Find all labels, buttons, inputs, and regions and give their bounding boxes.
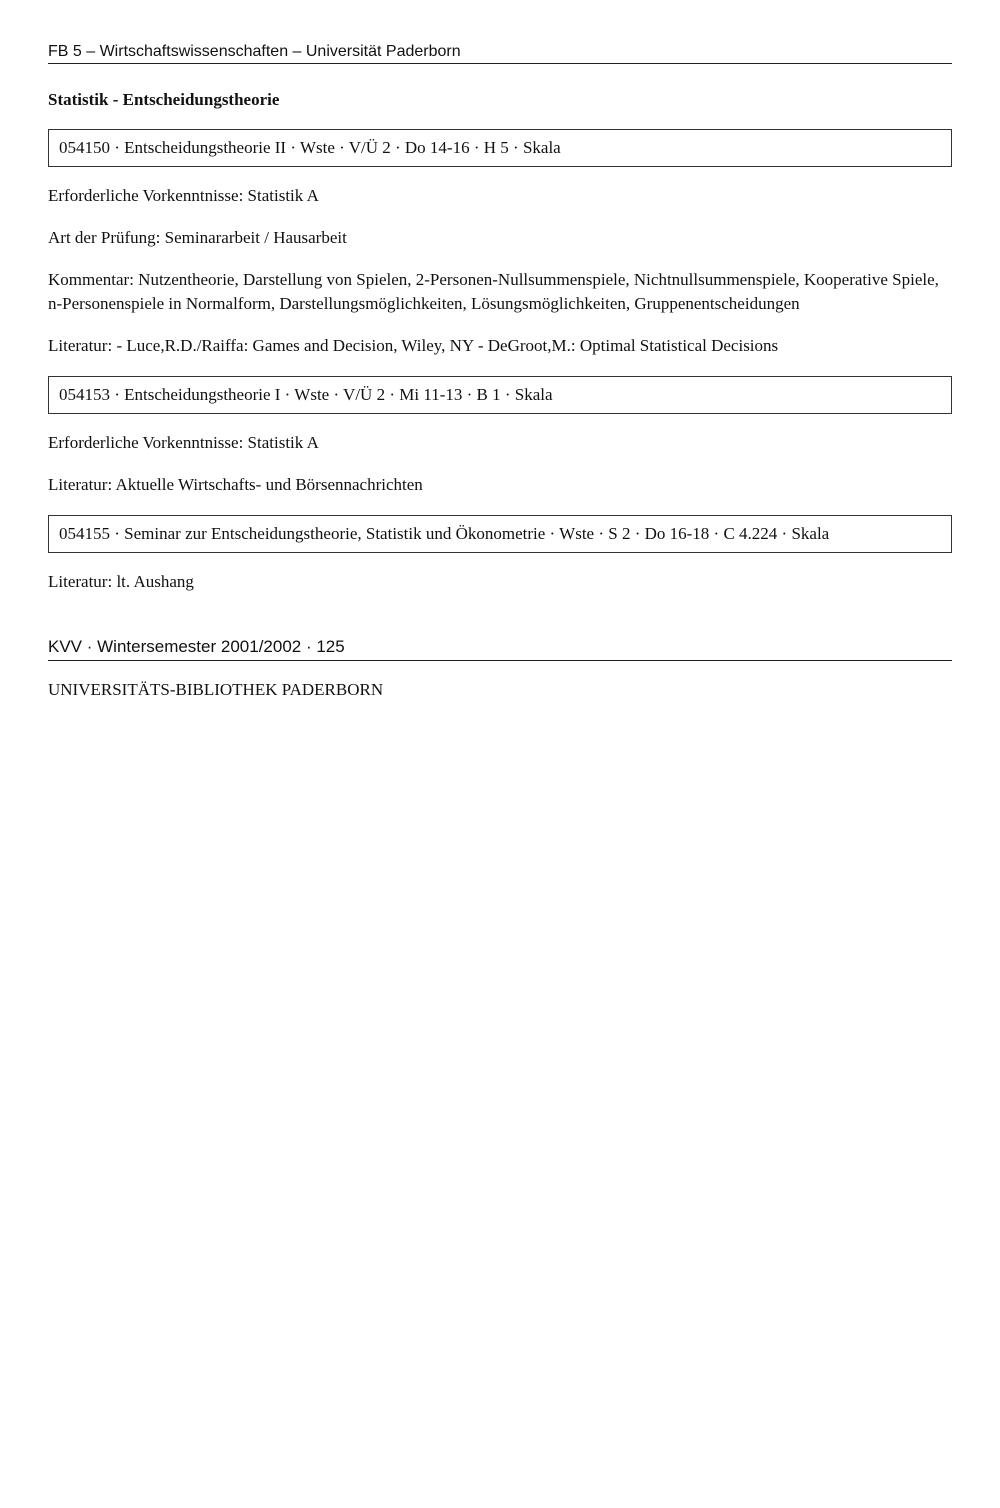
c1-box: 054150 · Entscheidungstheorie II · Wste · V/Ü 2 · Do 14-16 · H 5 · Skala (48, 129, 952, 168)
c2-req: Erforderliche Vorkenntnisse: Statistik A (48, 433, 319, 453)
c3-box: 054155 · Seminar zur Entscheidungstheorie, Statistik und Ökonometrie · Wste · S 2 · Do 16-18 · C 4.224 · Skala (48, 515, 952, 554)
c1-comment: Kommentar: Nutzentheorie, Darstellung von Spielen, 2-Personen-Nullsummenspiele, Nichtnullsummenspiele, Kooperative Spiele, n-Personenspiele in Normalform, Darstellungsmöglichkeiten, Lösungsmöglichkeiten, Gruppenentscheidungen (48, 269, 939, 314)
c3-lit: Literatur: lt. Aushang (48, 572, 194, 592)
c1-exam: Art der Prüfung: Seminararbeit / Hausarbeit (48, 228, 347, 248)
c2-box: 054153 · Entscheidungstheorie I · Wste · V/Ü 2 · Mi 11-13 · B 1 · Skala (48, 376, 952, 415)
c1-req: Erforderliche Vorkenntnisse: Statistik A (48, 186, 319, 206)
library: UNIVERSITÄTS-BIBLIOTHEK PADERBORN (48, 679, 384, 699)
section: Statistik - Entscheidungstheorie (48, 90, 280, 110)
header: FB 5 – Wirtschaftswissenschaften – Universität Paderborn (48, 40, 952, 64)
footer: KVV · Wintersemester 2001/2002 · 125 (48, 635, 952, 661)
c1-lit: Literatur: - Luce,R.D./Raiffa: Games and Decision, Wiley, NY - DeGroot,M.: Optimal Statistical Decisions (48, 336, 779, 356)
c2-lit: Literatur: Aktuelle Wirtschafts- und Börsennachrichten (48, 474, 423, 494)
